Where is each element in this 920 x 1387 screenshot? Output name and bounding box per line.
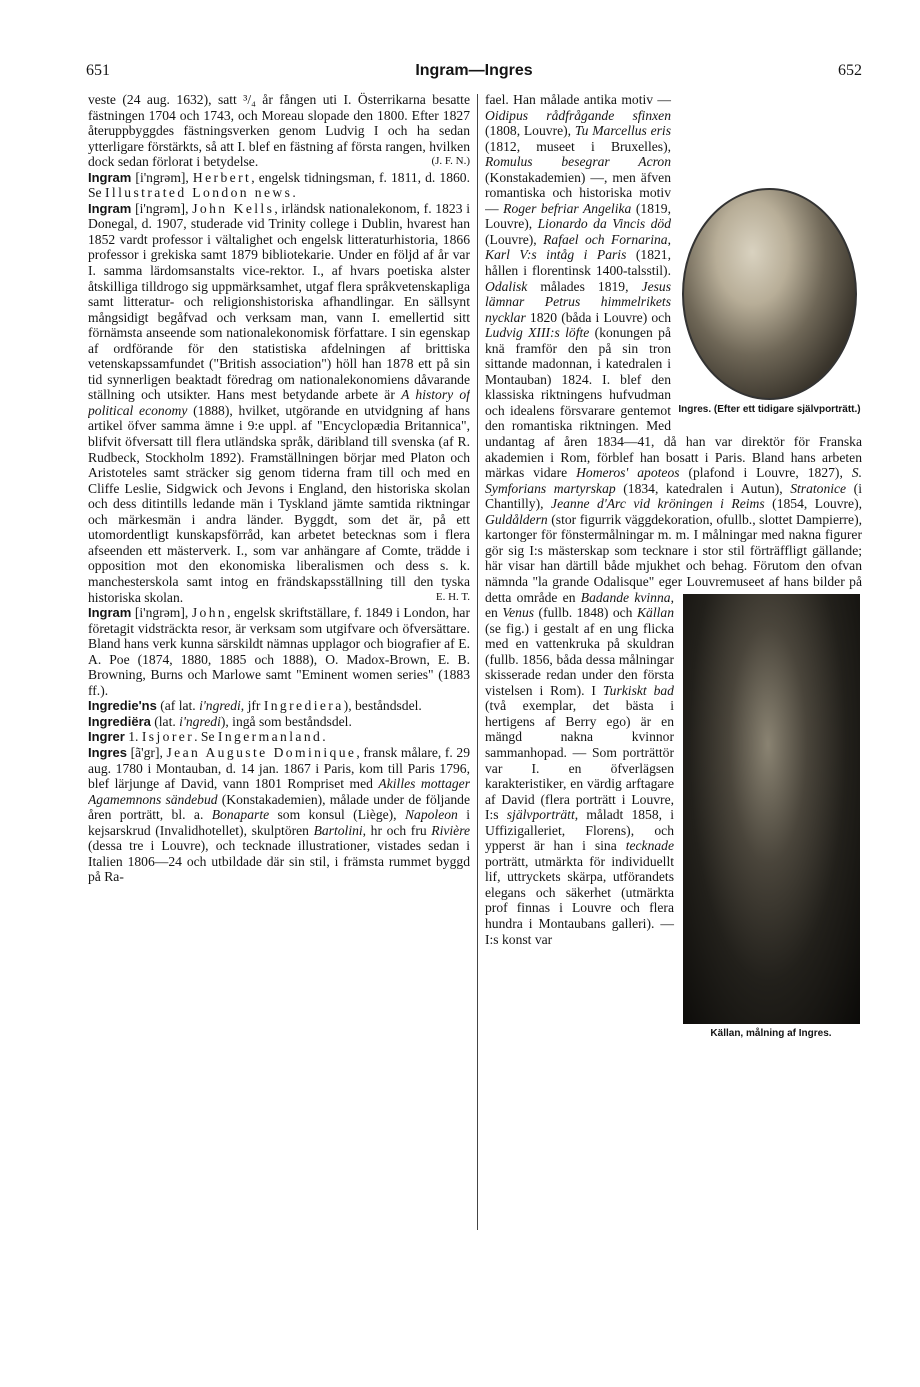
column-divider <box>477 94 478 1230</box>
entry-headword: Ingram <box>88 605 132 621</box>
work-title: Akilles mottager Agamemnons sändebud <box>88 776 470 807</box>
cross-reference: Isjorer <box>141 729 195 745</box>
cross-reference: Ingrediera <box>263 698 344 714</box>
page-header <box>86 62 862 84</box>
work-title: Homeros' apoteos <box>576 465 680 481</box>
intro-paragraph: veste (24 aug. 1632), satt ³/₄ år fången uti I. Österrikarna besatte fästningen 1704 och 1743, och Moreau slopade den 1800. Efter 1827 återuppbyggdes fästningsverken genom Ludvig I och ha sedan ytterligare förstärkts, så att I. blef en fästning af första rangen, hvilken dock sedan förlorat i betydelse. (J. F. N.) <box>88 92 470 170</box>
entry-ingram-herbert: Ingram [i'ngrəm], Herbert, engelsk tidningsman, f. 1811, d. 1860. Se Illustrated London news. <box>88 169 470 201</box>
work-title: Guldåldern <box>485 511 548 527</box>
entry-ingrer: Ingrer 1. Isjorer. Se Ingermanland. <box>88 729 326 745</box>
work-title: Roger befriar Angelika <box>503 200 632 216</box>
entry-person-name: Jean Auguste Dominique <box>166 744 357 760</box>
entry-headword: Ingram <box>88 169 132 185</box>
work-title: Jeanne d'Arc vid kröningen i Reims <box>551 496 765 512</box>
work-title: Venus <box>502 605 535 621</box>
work-title: Lionardo da Vincis död <box>537 216 671 232</box>
figure-portrait <box>677 188 862 416</box>
work-title: Oidipus rådfrågande sfinxen <box>485 107 671 123</box>
entry-headword: Ingres <box>88 744 128 760</box>
work-title: Turkiskt bad <box>602 682 674 698</box>
entry-headword: Ingram <box>88 200 132 216</box>
figure-caption: Källan, målning af Ingres. <box>710 1027 832 1039</box>
work-title: Tu Marcellus eris <box>574 123 671 139</box>
running-title: Ingram—Ingres <box>415 62 533 79</box>
figure-painting <box>680 594 862 1040</box>
work-title: Bartolini <box>313 822 363 838</box>
author-signature: (J. F. N.) <box>431 155 470 168</box>
entry-headword: Ingrediëra <box>88 713 151 729</box>
entry-ingrediens: Ingredie'ns (af lat. i'ngredi, jfr Ingrediera), beståndsdel. <box>88 698 422 714</box>
work-title: Napoleon <box>404 807 458 823</box>
page-number-right: 652 <box>838 62 862 79</box>
work-title: S. Symforians martyrskap <box>485 465 862 496</box>
work-title: Rafael och Fornarina <box>543 231 668 247</box>
entry-ingram-john-kells: Ingram [i'ngrəm], John Kells, irländsk nationalekonom, f. 1823 i Donegal, d. 1907, studerade vid Trinity college i Dublin, hvarest han 1852 vardt professor i vältalighet och engelsk litteraturhistoria, 1866 professor i grekiska samt 1879 bibliotekarie. Under en följd af år var I. samma lärdomsanstalts vice-rektor. I., af hvars poetiska alster åtskilliga tilldrogo sig uppmärksamhet, utgaf flera språkvetenskapliga samt litteratur- och religionshistoriska afhandlingar. En sällsynt mångsidigt begåfvad och verksam man, vann I. emellertid sitt förnämsta anseende som nationalekonomisk författare. I sin egenskap af ordförande för den statistiska afdelningen af brittiska vetenskapssamfundet ("British association") höll han 1878 ett på sin tid synnerligen beaktadt föredrag om nationalekonomiens dåvarande ställning och utsikter. Hans mest betydande arbete är A history of political economy (1888), hvilket, utgörande en utvidgning af hans artikel öfver samma ämne i 9:e uppl. af "Encyclopædia Britannica", blifvit öfversatt till flera utländska språk, däribland till svenska (af R. Rudbeck, Stockholm 1892). Framställningen börjar med Platon och Aristoteles samt sträcker sig genom tiderna fram till och med en Cliffe Leslie, Sidgwick och Jevons i England, den historiska skolan och dess ditintills ledande män i Tyskland jämte samtida riktningar och märkesmän i andra länder. Byggdt, som det är, på ett utomordentligt kunskapsförråd, kan arbetet betecknas som i flera afseenden ett mästerverk. I., som var anhängare af Comte, trädde i opposition mot den ekonomiska liberalismen och dess s. k. manchesterskola samt intog en frändskapsställning till den tyska historiska skolan. E. H. T. <box>88 200 470 605</box>
work-title: Karl V:s intåg i Paris <box>485 247 627 263</box>
cross-reference: Illustrated London news <box>105 185 293 201</box>
author-signature: E. H. T. <box>435 590 470 603</box>
work-title: Odalisk <box>485 278 528 294</box>
work-title: Jesus lämnar Petrus himmelrikets nycklar <box>485 278 671 325</box>
page-number-left: 651 <box>86 62 110 79</box>
portrait-image <box>682 188 857 400</box>
entry-ingram-john: Ingram [i'ngrəm], John, engelsk skriftställare, f. 1849 i London, har företagit vidsträckta resor, är verksam som utgifvare och öfversättare. Bland hans verk kunna särskildt nämnas upplagor och biografier af E. A. Poe (1874, 1880, 1885 och 1888), O. Madox-Brown, E. B. Browning, Burns och Marlowe samt "Eminent women series" (1883 ff.). <box>88 605 470 698</box>
work-title: A history of political economy <box>88 387 470 418</box>
work-title: Källan <box>636 605 674 621</box>
work-title: Badande kvinna <box>580 589 671 605</box>
entry-ingres-continued: fael. Han målade antika motiv — Oidipus rådfrågande sfinxen (1808, Louvre), Tu Marcellus eris (1812, museet i Bruxelles), Romulus besegrar Acron (Konstakademien) —, men äfven romantiska och historiska motiv — Roger befriar Angelika (1819, Louvre), Lionardo da Vincis död (Louvre), Rafael och Fornarina, Karl V:s intåg i Paris (1821, hållen i florentinsk 1400-talsstil). Odalisk målades 1819, Jesus lämnar Petrus himmelrikets nycklar 1820 (båda i Louvre) och Ludvig XIII:s löfte (konungen på knä framför den på sin tron sittande madonnan, i katedralen i Montauban) 1824. I. blef den klassiska riktningens hufvudman och idealens försvarare gentemot den romantiska riktningen. Med undantag af åren 1834—41, då han var direktör för Franska akademien i Rom, förblef han bosatt i Paris. Bland hans arbeten märkas vidare Homeros' apoteos (plafond i Louvre, 1827), S. Symforians martyrskap (1834, katedralen i Autun), Stratonice (i Chantilly), Jeanne d'Arc vid kröningen i Reims (1854, Louvre), Guldåldern (stor figurrik väggdekoration, ofullb., slottet Dampierre), kartonger för fönstermålningar m. m. I målningar med nakna figurer gör sig I:s mästerskap som tecknare i stor stil förträffligt gällande; här visar han därtill både mjukhet och behag. Förutom den ofvan nämnda "la grande Odalisque" eger Louvremuseet af hans bilder på detta område en Källan, målning af Ingres. Badande kvinna, en Venus (fullb. 1848) och Källan (se fig.) i gestalt af en ung flicka med en vattenkruka på skuldran (fullb. 1856, båda dessa målningar skisserade redan under den första vistelsen i Rom). I Turkiskt bad (två exemplar, det bästa i hertigens af Berry ego) är en mängd nakna kvinnor sammanhopad. — Som porträttör var I. en öfverlägsen karakteristiker, en värdig arftagare af David (flera porträtt i Louvre, I:s självporträtt, måladt 1858, i Uffizigalleriet, Florens), och ypperst är han i sina tecknade porträtt, utmärkta för individuellt lif, uttryckets skärpa, utförandets elegans och säkerhet (utmärkta prof finnas i Louvre och flera hundra i Montaubans galleri). — I:s konst var <box>485 92 862 1039</box>
work-title: Bonaparte <box>211 807 270 823</box>
entry-headword: Ingrer <box>88 729 125 745</box>
entry-person-name: John <box>191 605 228 621</box>
work-title: Ludvig XIII:s löfte <box>485 325 590 341</box>
work-title: Rivière <box>431 822 470 838</box>
cross-reference: Ingermanland <box>217 729 323 745</box>
work-title: Stratonice <box>790 480 847 496</box>
right-column <box>485 92 862 1232</box>
painting-image <box>683 594 860 1024</box>
work-title: tecknade <box>625 838 674 854</box>
work-title: självporträtt <box>506 807 575 823</box>
figure-caption: Ingres. (Efter ett tidigare självporträtt.) <box>678 404 861 415</box>
entry-person-name: John Kells <box>192 200 275 216</box>
entry-headword: Ingredie'ns <box>88 698 157 714</box>
entry-ingrediera: Ingrediëra (lat. i'ngredi), ingå som beståndsdel. <box>88 713 352 729</box>
entry-person-name: Herbert <box>192 169 252 185</box>
entry-ingres: Ingres [ã'gr], Jean Auguste Dominique, fransk målare, f. 29 aug. 1780 i Montauban, d. 14 jan. 1867 i Paris, kom till Paris 1796, blef lärjunge af David, vann 1801 Rompriset med Akilles mottager Agamemnons sändebud (Konstakademien), målade under de följande åren porträtt, bl. a. Bonaparte som konsul (Liège), Napoleon i kejsarskrud (Invalidhotellet), skulptören Bartolini, hr och fru Rivière (dessa tre i Louvre), och tecknade illustrationer, vistades sedan i Italien 1806—24 och utbildade där sin stil, i främsta rummet byggd på Ra- <box>88 744 470 885</box>
work-title: Romulus besegrar Acron <box>485 154 671 170</box>
left-column <box>88 92 470 1232</box>
